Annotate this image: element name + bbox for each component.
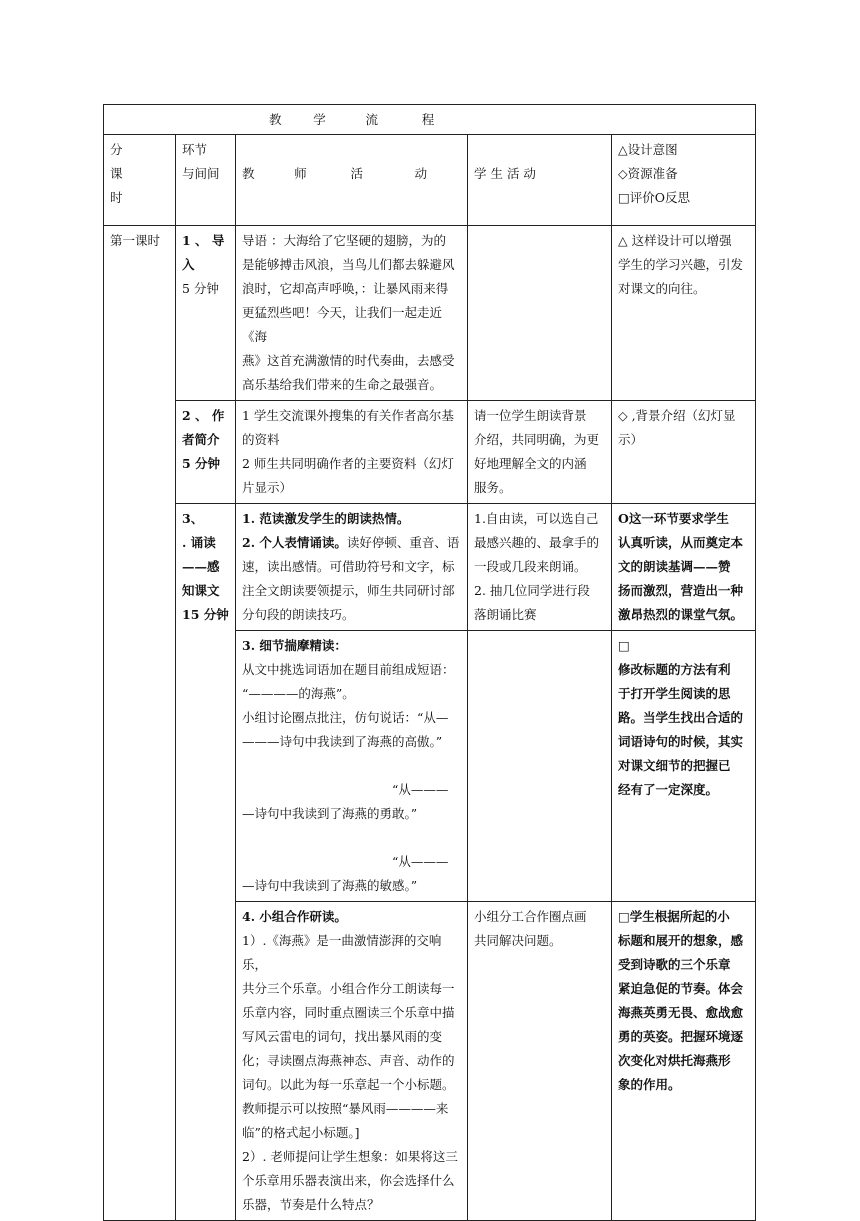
period-cell [104,226,176,1221]
text-line: 学生的学习兴趣，引发 [618,257,744,272]
header-stage [176,135,236,226]
header-teacher [236,135,468,226]
text-lead: 2. 个人表情诵读。 [242,535,347,550]
text-line: 认真听读，从而奠定本 [618,535,744,550]
text-line: 分句段的朗读技巧。 [242,607,355,622]
row-reading [104,504,756,631]
header-row [104,135,756,226]
text-line: 1. 范读激发学生的朗读热情。 [242,511,410,526]
text-line: 示） [618,432,644,447]
lesson-plan-table [103,104,756,1221]
text-line: 共分三个乐章。小组合作分工朗读每一 [242,981,455,996]
text-line: 扬而激烈，营造出一种 [618,583,744,598]
title-cell [104,105,756,135]
student-detail [468,631,612,902]
text-line: 文的朗读基调——赞 [618,559,731,574]
text-line: 1）.《海燕》是一曲激情澎湃的交响乐， [242,933,442,972]
text-line: 燕》这首充满激情的时代奏曲，去感受 [242,353,455,368]
text-line: △ 这样设计可以增强 [618,233,732,248]
header-design-line: □评价O反思 [618,190,691,205]
text-line: 从文中挑选词语加在题目前组成短语： [242,662,455,677]
stage-intro [176,226,236,401]
text-line: 标题和展开的想象，感 [618,933,744,948]
text-line: 高乐基给我们带来的生命之最强音。 [242,377,443,392]
text-line: 片显示） [242,480,293,495]
stage-author [176,401,236,504]
text-line: 1.自由读，可以选自己 [474,511,599,526]
student-reading [468,504,612,631]
text-line: 是能够搏击风浪，当鸟儿们都去躲避风 [242,257,455,272]
text-line: 导语 ：大海给了它坚硬的翅膀，为的 [242,233,446,248]
text-line: 紧迫急促的节奏。体会 [618,981,744,996]
text-line: 2 师生共同明确作者的主要资料（幻灯 [242,456,454,471]
stage-line: 3、 [182,511,204,526]
header-design-line: ◇资源准备 [618,166,678,181]
text-line: 乐器，节奏是什么特点？ [242,1197,380,1212]
text-line: 落朗诵比赛 [474,607,537,622]
stage-line: 5 分钟 [182,456,221,471]
text-line: 词语诗句的时候，其实 [618,734,744,749]
text-line: 更猛烈些吧！今天，让我们一起走近《海 [242,305,443,344]
header-student [468,135,612,226]
text-line: 象的作用。 [618,1077,681,1092]
text-line: “从——— [392,854,449,869]
text-line: 勇的英姿。把握环境逐 [618,1029,744,1044]
design-group [612,902,756,1221]
text-line: 词句。以此为每一乐章起一个小标题。 [242,1077,455,1092]
text-line: —诗句中我读到了海燕的敏感。” [242,878,418,893]
text-line: ◇ ,背景介绍（幻灯显 [618,408,736,423]
text-line: 个乐章用乐器表演出来，你会选择什么 [242,1173,455,1188]
teacher-group [236,902,468,1221]
text-line: 路。当学生找出合适的 [618,710,744,725]
text-line: 一段或几段来朗诵。 [474,559,587,574]
text-line: 介绍，共同明确，为更 [474,432,600,447]
stage-line: 2 、 作 [182,408,225,423]
text-line: 教师提示可以按照“暴风雨————来 [242,1101,449,1116]
student-intro [468,226,612,401]
student-group [468,902,612,1221]
text-line: 浪时，它却高声呼唤，：让暴风雨来得 [242,281,449,296]
stage-line: 者简介 [182,432,220,447]
header-stage-line: 环节 [182,142,208,157]
stage-line: 5 分钟 [182,281,219,296]
header-period-line: 时 [110,190,123,205]
stage-line: 知课文 [182,583,220,598]
stage-line: 入 [182,257,195,272]
text-line: 临”的格式起小标题。] [242,1125,360,1140]
stage-reading [176,504,236,1221]
design-detail [612,631,756,902]
row-intro [104,226,756,401]
text-line: 经有了一定深度。 [618,782,719,797]
text-line: 好地理解全文的内涵 [474,456,587,471]
text-line: 速，读出感情。可借助符号和文字，标 [242,559,455,574]
text-line: 对课文的向往。 [618,281,706,296]
design-intro [612,226,756,401]
text-line: 3. 细节揣摩精读： [242,638,347,653]
text-line: 共同解决问题。 [474,933,562,948]
stage-line: ——感 [182,559,220,574]
teacher-reading [236,504,468,631]
text-line: 1 学生交流课外搜集的有关作者高尔基 [242,408,454,423]
text-line: 2）. 老师提问让学生想象：如果将这三 [242,1149,458,1164]
student-author [468,401,612,504]
period-label: 第一课时 [110,233,161,248]
text-line: 4. 小组合作研读。 [242,909,347,924]
title-row [104,105,756,135]
text-line: 海燕英勇无畏、愈战愈 [618,1005,744,1020]
text-line: □学生根据所起的小 [618,909,730,924]
design-author [612,401,756,504]
text-line: 于打开学生阅读的思 [618,686,731,701]
text-line: ———诗句中我读到了海燕的高傲。” [242,734,443,749]
text-line: 2. 抽几位同学进行段 [474,583,590,598]
text-line: 修改标题的方法有利 [618,662,731,677]
header-period [104,135,176,226]
text-line: “————的海燕”。 [242,686,355,701]
text-line: 小组分工合作圈点画 [474,909,587,924]
text-line: O这一环节要求学生 [618,511,729,526]
text-line: 对课文细节的把握已 [618,758,731,773]
text-line: 读好停顿、重音、语 [346,535,460,550]
text-line: 写风云雷电的词句，找出暴风雨的变 [242,1029,443,1044]
teacher-detail [236,631,468,902]
design-reading [612,504,756,631]
stage-line: 1 、 导 [182,233,225,248]
text-line: 小组讨论圈点批注，仿句说话：“从— [242,710,449,725]
text-line: 次变化对烘托海燕形 [618,1053,731,1068]
text-line: 注全文朗读要领提示，师生共同研讨部 [242,583,455,598]
text-line: 激昂热烈的课堂气氛。 [618,607,744,622]
header-teacher-label: 教 师 活 动 [242,166,428,181]
header-design-line: △设计意图 [618,142,678,157]
text-line: 最感兴趣的、最拿手的 [474,535,600,550]
teacher-intro [236,226,468,401]
text-line: 服务。 [474,480,512,495]
header-period-line: 分 [110,142,123,157]
text-line: 受到诗歌的三个乐章 [618,957,731,972]
text-line: 请一位学生朗读背景 [474,408,587,423]
header-student-label: 学 生 活 动 [474,166,536,181]
text-line: □ [618,638,630,653]
stage-line: . 诵读 [182,535,216,550]
stage-line: 15 分钟 [182,607,229,622]
text-line: 乐章内容，同时重点圈读三个乐章中描 [242,1005,455,1020]
text-line: —诗句中我读到了海燕的勇敢。” [242,806,418,821]
text-line: “从——— [392,782,449,797]
table-title: 教 学 流 程 [269,112,435,127]
text-line: 的资料 [242,432,280,447]
header-design [612,135,756,226]
text-line: 化；寻读圈点海燕神态、声音、动作的 [242,1053,455,1068]
header-period-line: 课 [110,166,123,181]
header-stage-line: 与间间 [182,166,220,181]
teacher-author [236,401,468,504]
row-author [104,401,756,504]
